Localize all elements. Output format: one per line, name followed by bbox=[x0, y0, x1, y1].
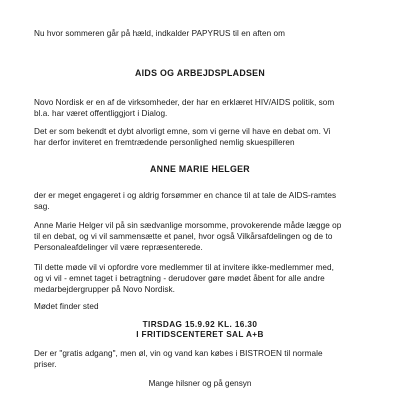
paragraph-line: der er meget engageret i og aldrig forsømmer en chance til at tale de AIDS-ramtes bbox=[34, 191, 337, 200]
paragraph-line: bl.a. har været offentliggjort i Dialog. bbox=[34, 109, 168, 118]
paragraph-admission bbox=[34, 348, 369, 370]
paragraph-line: har derfor inviteret en fremtrædende personlighed nemlig skuespilleren bbox=[34, 138, 295, 147]
venue-intro bbox=[34, 301, 369, 312]
paragraph-policy bbox=[34, 97, 369, 119]
paragraph-line: Det er som bekendt et dybt alvorligt emne, som vi gerne vil have en debat om. Vi bbox=[34, 127, 331, 136]
paragraph-line: Der er "gratis adgang", men øl, vin og vand kan købes i BISTROEN til normale bbox=[34, 349, 323, 358]
paragraph-engagement bbox=[34, 190, 369, 212]
paragraph-panel bbox=[34, 220, 369, 253]
paragraph-line: Til dette møde vil vi opfordre vore medlemmer til at invitere ikke-medlemmer med, bbox=[34, 263, 334, 272]
paragraph-line: Anne Marie Helger vil på sin sædvanlige morsomme, provokerende måde lægge op bbox=[34, 221, 342, 230]
event-location: I FRITIDSCENTERET SAL A+B bbox=[136, 330, 264, 339]
paragraph-line: Personaleafdelinger vil være repræsenterede. bbox=[34, 243, 203, 252]
paragraph-line: til en debat, og vi vil sammensætte et panel, hvor også Vilkårsafdelingen og de to bbox=[34, 232, 333, 241]
paragraph-invitation bbox=[34, 262, 369, 295]
paragraph-line: og vi vil - emnet taget i betragtning - derudover gøre mødet åbent for alle andre bbox=[34, 274, 325, 283]
document-title: AIDS OG ARBEJDSPLADSEN bbox=[135, 68, 265, 78]
intro-line: Nu hvor sommeren går på hæld, indkalder PAPYRUS til en aften om bbox=[34, 29, 286, 38]
intro-text bbox=[34, 28, 369, 39]
speaker-name: ANNE MARIE HELGER bbox=[150, 164, 250, 174]
event-datetime: TIRSDAG 15.9.92 KL. 16.30 bbox=[142, 320, 258, 329]
paragraph-line: sag. bbox=[34, 202, 50, 211]
venue-intro-line: Mødet finder sted bbox=[34, 302, 99, 311]
paragraph-line: Novo Nordisk er en af de virksomheder, der har en erklæret HIV/AIDS politik, som bbox=[34, 98, 335, 107]
paragraph-line: priser. bbox=[34, 360, 57, 369]
closing-greeting: Mange hilsner og på gensyn bbox=[148, 379, 252, 388]
paragraph-line: medarbejdergrupper på Novo Nordisk. bbox=[34, 285, 176, 294]
paragraph-debate bbox=[34, 126, 369, 148]
